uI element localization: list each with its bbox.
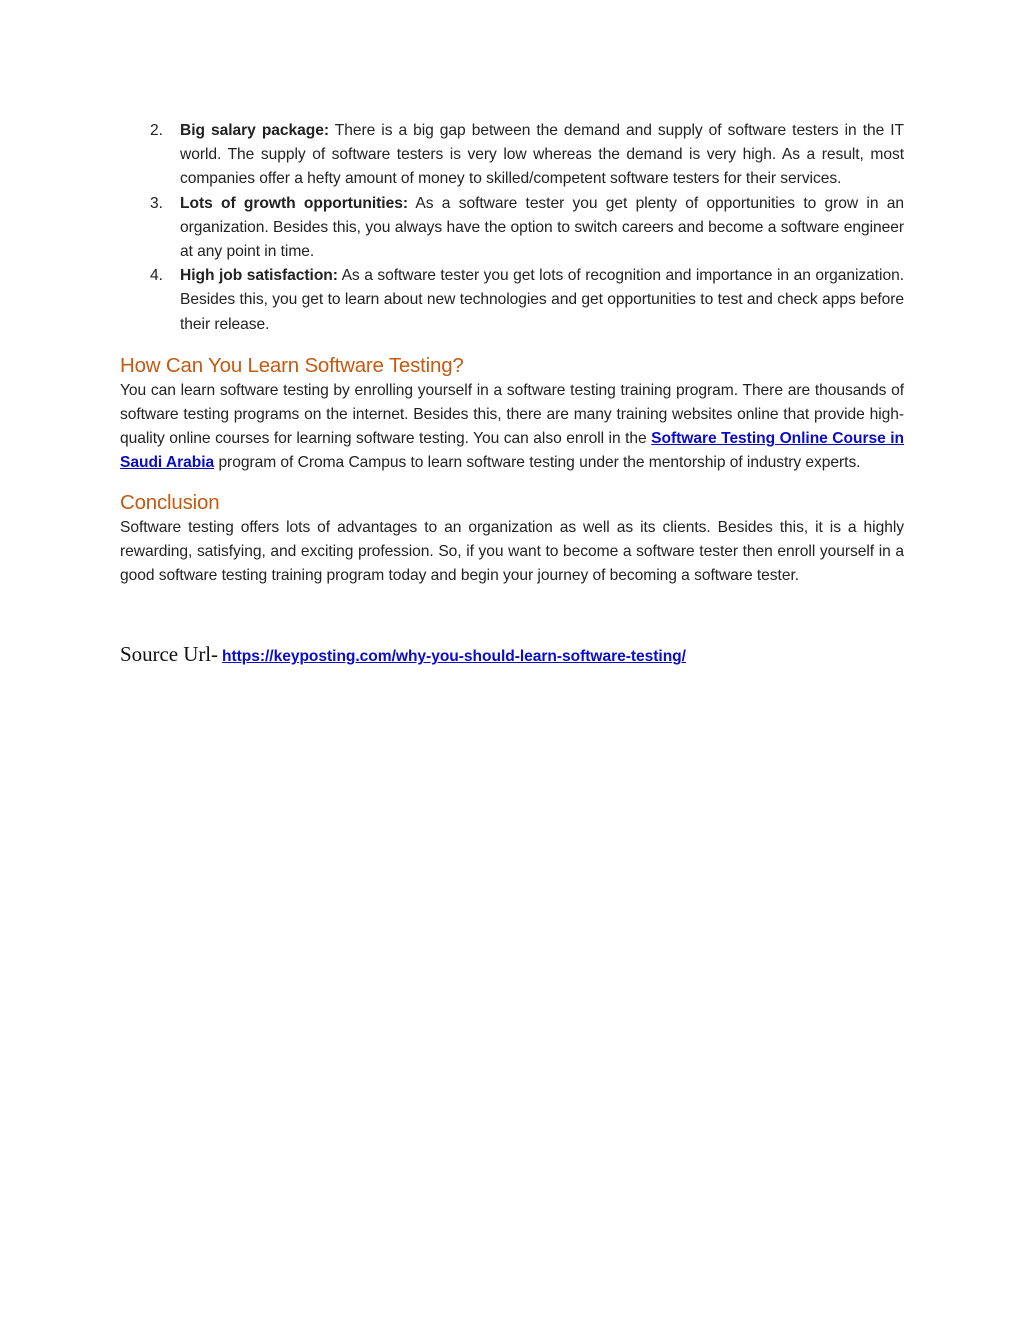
learn-text-before-link: You can learn software testing by enrolling yourself in a software testing training program. There are thousands of software testing programs on the internet. Besides this, there are many training websites online that provide high-quality online courses for learning software testing. You can also enroll in the [120, 381, 904, 448]
source-line [120, 642, 904, 669]
conclusion-heading: Conclusion [120, 490, 220, 514]
list-item [120, 264, 904, 337]
learn-heading: How Can You Learn Software Testing? [120, 353, 464, 377]
list-item-lead: Big salary package: [180, 122, 330, 139]
conclusion-paragraph: Software testing offers lots of advantages to an organization as well as its clients. Besides this, it is a highly rewarding, satisfying, and exciting profession. So, if you want to become a software tester then enroll yourself in a good software testing training program today and begin your journey of becoming a software tester. [120, 518, 904, 585]
source-url-link[interactable]: https://keyposting.com/why-you-should-learn-software-testing/ [222, 648, 686, 666]
learn-paragraph [120, 379, 904, 476]
course-link[interactable]: Software Testing Online Course in Saudi Arabia [120, 430, 904, 472]
list-item [120, 192, 904, 265]
list-item-lead: Lots of growth opportunities: [180, 194, 408, 212]
document-body [120, 119, 904, 669]
benefits-list [120, 119, 904, 337]
list-item-text: As a software tester you get plenty of opportunities to grow in an organization. Besides this, you always have the option to switch careers and become a software engineer at any point in time. [180, 194, 904, 261]
list-item-number: 3. [150, 194, 163, 212]
list-item [120, 119, 904, 192]
list-item-text: There is a big gap between the demand and supply of software testers in the IT world. The supply of software testers is very low whereas the demand is very high. As a result, most companies offer a hefty amount of money to skilled/competent software testers for their services. [180, 122, 905, 188]
list-item-text: As a software tester you get lots of recognition and importance in an organization. Besides this, you get to learn about new technologies and get opportunities to test and check apps before their release. [180, 267, 904, 333]
learn-text-after-link: program of Croma Campus to learn software testing under the mentorship of industry experts. [214, 454, 861, 472]
list-item-lead: High job satisfaction: [180, 267, 338, 285]
list-item-number: 2. [150, 122, 163, 139]
list-item-number: 4. [150, 267, 163, 285]
source-label: Source Url- [120, 642, 219, 667]
